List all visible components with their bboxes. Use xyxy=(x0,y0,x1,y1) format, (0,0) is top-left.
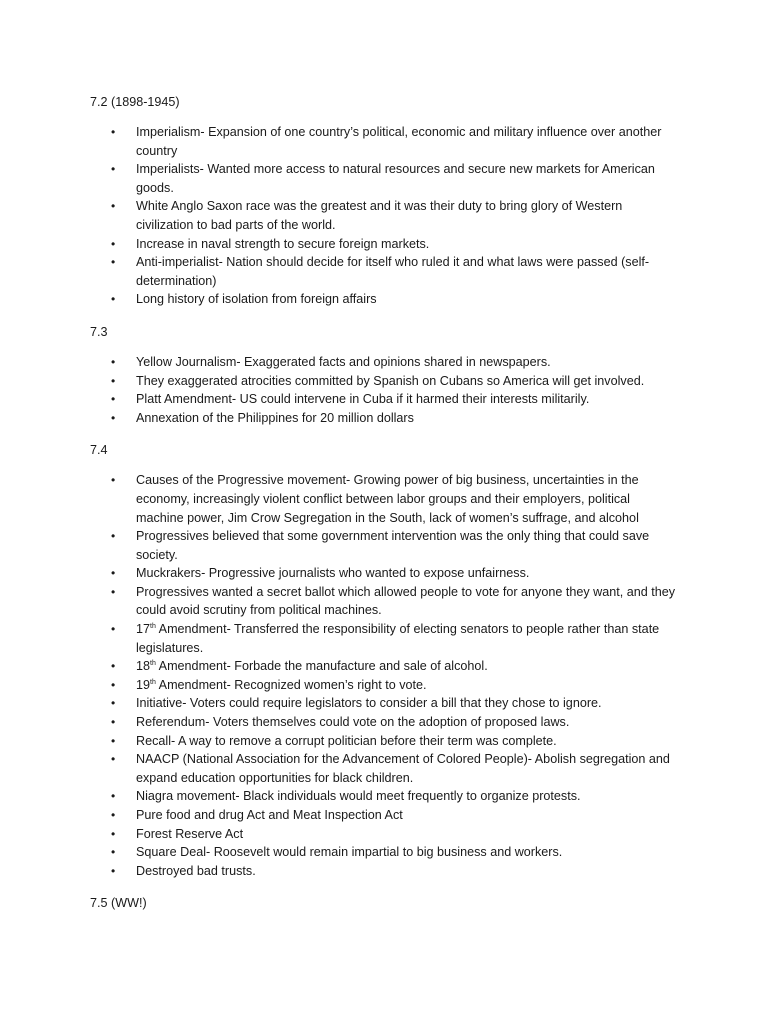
section-heading-7-4: 7.4 xyxy=(90,443,108,458)
bullet-icon: • xyxy=(111,863,116,878)
bullet-icon: • xyxy=(111,659,116,674)
list-item: • Destroyed bad trusts. xyxy=(90,862,678,881)
bullet-icon: • xyxy=(111,392,116,407)
list-item: • Annexation of the Philippines for 20 million dollars xyxy=(90,409,678,428)
bullet-icon: • xyxy=(111,373,116,388)
list-item: • Platt Amendment- US could intervene in Cuba if it harmed their interests militarily. xyxy=(90,390,678,409)
bullet-icon: • xyxy=(111,733,116,748)
list-item: • Anti-imperialist- Nation should decide for itself who ruled it and what laws were passed (self-determination) xyxy=(111,255,650,288)
list-item: • 19th Amendment- Recognized women’s right to vote. xyxy=(90,676,678,695)
bullet-icon: • xyxy=(111,529,116,544)
bullet-icon: • xyxy=(111,715,116,730)
section-7-2-list xyxy=(90,123,678,309)
bullet-icon: • xyxy=(111,255,116,270)
list-item: • Recall- A way to remove a corrupt politician before their term was complete. xyxy=(90,732,678,751)
list-item: • Square Deal- Roosevelt would remain impartial to big business and workers. xyxy=(90,843,678,862)
section-heading-7-3: 7.3 xyxy=(90,324,108,339)
list-item: • Pure food and drug Act and Meat Inspection Act xyxy=(90,806,678,825)
section-heading-7-2: 7.2 (1898-1945) xyxy=(90,95,180,109)
bullet-icon: • xyxy=(111,199,116,214)
bullet-icon: • xyxy=(111,292,116,307)
bullet-icon: • xyxy=(111,410,116,425)
section-heading-7-5: 7.5 (WW!) xyxy=(90,896,147,911)
list-item: • They exaggerated atrocities committed by Spanish on Cubans so America will get involved. xyxy=(90,372,678,391)
bullet-icon: • xyxy=(111,789,116,804)
list-item: • 17th Amendment- Transferred the responsibility of electing senators to people rather than state legislatures. xyxy=(111,622,660,655)
list-item: • Referendum- Voters themselves could vote on the adoption of proposed laws. xyxy=(90,713,678,732)
list-item: • Increase in naval strength to secure foreign markets. xyxy=(90,235,678,254)
bullet-icon: • xyxy=(111,826,116,841)
list-item: • Forest Reserve Act xyxy=(90,825,678,844)
list-item: • Causes of the Progressive movement- Growing power of big business, uncertainties in the economy, increasingly violent conflict between labor groups and their employers, political machine power, Jim Crow Segregation in the South, lack of women’s suffrage, and alcohol xyxy=(111,473,639,525)
list-item: • Long history of isolation from foreign affairs xyxy=(90,290,678,309)
bullet-icon: • xyxy=(111,622,116,637)
bullet-icon: • xyxy=(111,473,116,488)
section-7-4-list xyxy=(90,471,678,880)
list-item: • Muckrakers- Progressive journalists who wanted to expose unfairness. xyxy=(90,564,678,583)
bullet-icon: • xyxy=(111,845,116,860)
bullet-icon: • xyxy=(111,808,116,822)
list-item: • Initiative- Voters could require legislators to consider a bill that they chose to ignore. xyxy=(90,694,678,713)
list-item: • White Anglo Saxon race was the greatest and it was their duty to bring glory of Western civilization to bad parts of the world. xyxy=(111,199,623,232)
bullet-icon: • xyxy=(111,236,116,251)
bullet-icon: • xyxy=(111,677,116,692)
list-item: • Progressives believed that some government intervention was the only thing that could save society. xyxy=(111,529,650,562)
bullet-icon: • xyxy=(111,354,116,369)
list-item: • Niagra movement- Black individuals would meet frequently to organize protests. xyxy=(90,787,678,806)
bullet-icon: • xyxy=(111,696,116,711)
list-item: • Yellow Journalism- Exaggerated facts and opinions shared in newspapers. xyxy=(90,353,678,372)
list-item: • Progressives wanted a secret ballot which allowed people to vote for anyone they want, and they could avoid scrutiny from political machines. xyxy=(111,584,676,618)
section-7-3-list xyxy=(90,353,678,427)
bullet-icon: • xyxy=(111,752,116,767)
list-item: • Imperialists- Wanted more access to natural resources and secure new markets for American goods. xyxy=(111,162,655,195)
list-item: • NAACP (National Association for the Advancement of Colored People)- Abolish segregation and expand education opportunities for black children. xyxy=(111,752,670,785)
list-item: • Imperialism- Expansion of one country’s political, economic and military influence over another country xyxy=(111,125,662,158)
bullet-icon: • xyxy=(111,125,116,139)
bullet-icon: • xyxy=(111,162,116,177)
list-item: • 18th Amendment- Forbade the manufacture and sale of alcohol. xyxy=(90,657,678,676)
bullet-icon: • xyxy=(111,584,116,599)
bullet-icon: • xyxy=(111,566,116,581)
